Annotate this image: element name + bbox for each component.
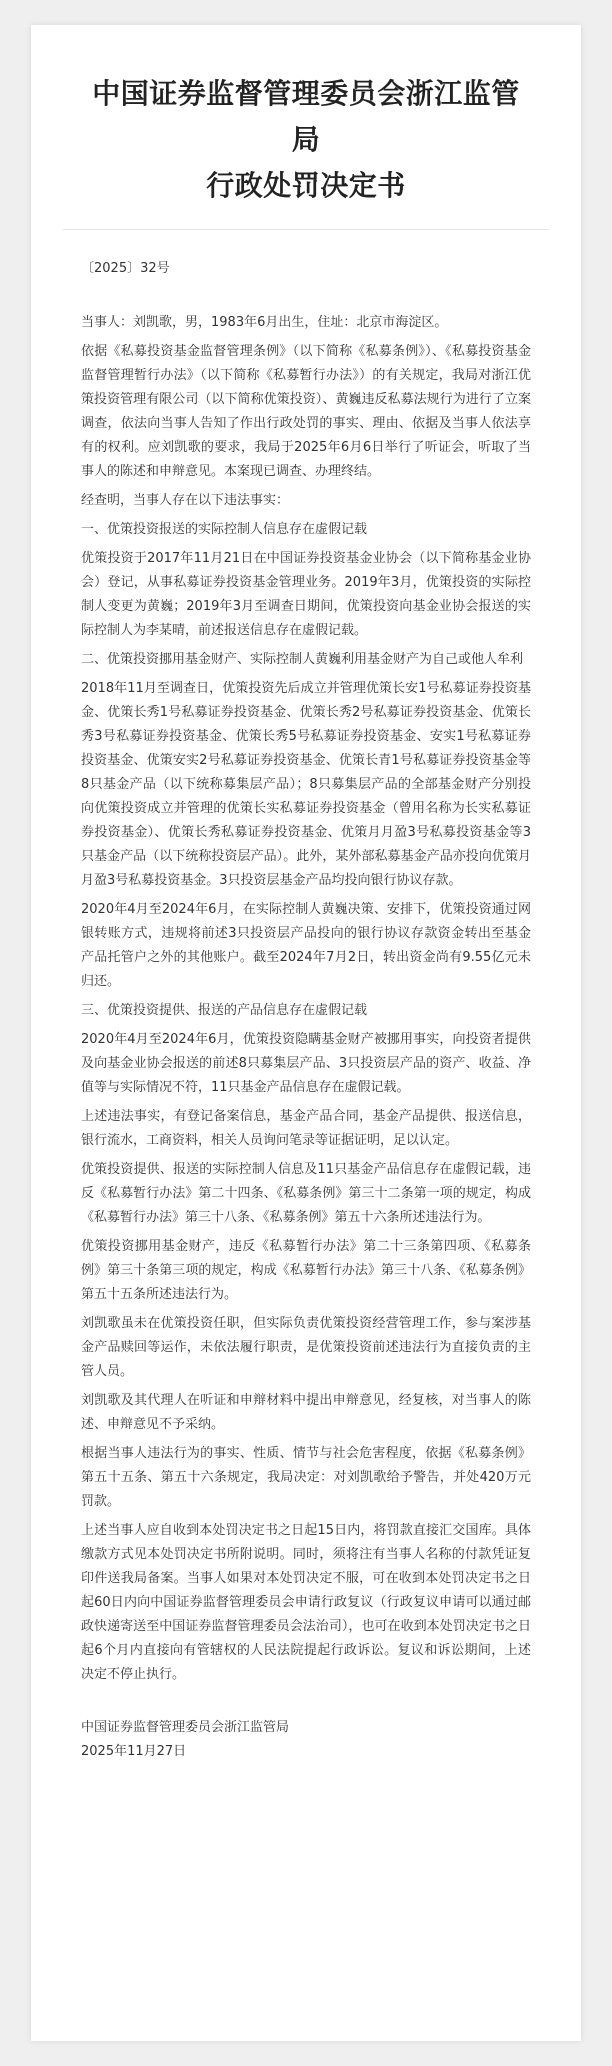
paragraph-fact-1: 优策投资于2017年11月21日在中国证券投资基金业协会（以下简称基金业协会）登记，从事私募证券投资基金管理业务。2019年3月，优策投资的实际控制人变更为黄巍；2019年3月至调查日期间，优策投资向基金业协会报送的实际控制人为李某晴，前述报送信息存在虚假记载。: [81, 551, 531, 638]
section-heading-3: 三、优策投资提供、报送的产品信息存在虚假记载: [81, 1003, 368, 1018]
issuer-name: 中国证券监督管理委员会浙江监管局: [81, 1720, 290, 1735]
section-heading-1: 一、优策投资报送的实际控制人信息存在虚假记载: [81, 522, 368, 537]
paragraph-party: 当事人：刘凯歌，男，1983年6月出生，住址：北京市海淀区。: [81, 315, 448, 330]
paragraph-decision: 根据当事人违法行为的事实、性质、情节与社会危害程度，依据《私募条例》第五十五条、第五十六条规定，我局决定：对刘凯歌给予警告，并处420万元罚款。: [81, 1446, 531, 1509]
paragraph-payment-appeal: 上述当事人应自收到本处罚决定书之日起15日内，将罚款直接汇交国库。具体缴款方式见本处罚决定书所附说明。同时，须将注有当事人名称的付款凭证复印件送我局备案。当事人如果对本处罚决定不服，可在收到本处罚决定书之日起60日内向中国证券监督管理委员会申请行政复议（行政复议申请可以通过邮政快递寄送至中国证券监督管理委员会法治司），也可在收到本处罚决定书之日起6个月内直接向有管辖权的人民法院提起行政诉讼。复议和诉讼期间，上述决定不停止执行。: [81, 1523, 531, 1682]
paragraph-fact-2a: 2018年11月至调查日，优策投资先后成立并管理优策长安1号私募证券投资基金、优策长秀1号私募证券投资基金、优策长秀2号私募证券投资基金、优策长秀3号私募证券投资基金、优策长秀5号私募证券投资基金、安实1号私募证券投资基金、优策安实2号私募证券投资基金、优策长青1号私募证券投资基金等8只基金产品（以下统称募集层产品）；8只募集层产品的全部基金财产分别投向优策投资成立并管理的优策长实私募证券投资基金（曾用名称为长实私募证券投资基金）、优策长秀私募证券投资基金、优策月月盈3号私募投资基金等3只基金产品（以下统称投资层产品）。此外，某外部私募基金产品亦投向优策月月盈3号私募投资基金。3只投资层基金产品均投向银行协议存款。: [81, 681, 531, 888]
paragraph-fact-3: 2020年4月至2024年6月，优策投资隐瞒基金财产被挪用事实，向投资者提供及向基金业协会报送的前述8只募集层产品、3只投资层产品的资产、收益、净值等与实际情况不符，11只基金产品信息存在虚假记载。: [81, 1032, 531, 1095]
document-number: 〔2025〕32号: [81, 261, 170, 276]
paragraph-defense: 刘凯歌及其代理人在听证和申辩材料中提出申辩意见，经复核，对当事人的陈述、申辩意见不予采纳。: [81, 1393, 531, 1432]
paragraph-responsibility: 刘凯歌虽未在优策投资任职，但实际负责优策投资经营管理工作，参与案涉基金产品赎回等运作，未依法履行职责，是优策投资前述违法行为直接负责的主管人员。: [81, 1316, 531, 1379]
issue-date: 2025年11月27日: [81, 1744, 187, 1759]
paragraph-basis: 依据《私募投资基金监督管理条例》（以下简称《私募条例》）、《私募投资基金监督管理暂行办法》（以下简称《私募暂行办法》）的有关规定，我局对浙江优策投资管理有限公司（以下简称优策投资）、黄巍违反私募法规行为进行了立案调查，依法向当事人告知了作出行政处罚的事实、理由、依据及当事人依法享有的权利。应刘凯歌的要求，我局于2025年6月6日举行了听证会，听取了当事人的陈述和申辩意见。本案现已调查、办理终结。: [81, 344, 531, 479]
title-line-2: 行政处罚决定书: [206, 169, 406, 202]
title-line-1: 中国证券监督管理委员会浙江监管局: [92, 77, 520, 156]
paragraph-violation-1: 优策投资提供、报送的实际控制人信息及11只基金产品信息存在虚假记载，违反《私募暂行办法》第二十四条、《私募条例》第三十二条第一项的规定，构成《私募暂行办法》第三十八条、《私募条例》第五十六条所述违法行为。: [81, 1162, 531, 1225]
document-page: [31, 25, 581, 2041]
document-body: [81, 311, 531, 1687]
paragraph-fact-2b: 2020年4月至2024年6月，在实际控制人黄巍决策、安排下，优策投资通过网银转账方式，违规将前述3只投资层产品投向的银行协议存款资金转出至基金产品托管户之外的其他账户。截至2024年7月2日，转出资金尚有9.55亿元未归还。: [81, 902, 531, 989]
paragraph-evidence: 上述违法事实，有登记备案信息，基金产品合同，基金产品提供、报送信息，银行流水，工商资料，相关人员询问笔录等证据证明，足以认定。: [81, 1109, 531, 1148]
document-footer: [81, 1716, 531, 1764]
title-divider: [63, 229, 549, 230]
section-heading-2: 二、优策投资挪用基金财产、实际控制人黄巍利用基金财产为自己或他人牟利: [81, 652, 524, 667]
paragraph-violation-2: 优策投资挪用基金财产，违反《私募暂行办法》第二十三条第四项、《私募条例》第三十条第三项的规定，构成《私募暂行办法》第三十八条、《私募条例》第五十五条所述违法行为。: [81, 1239, 531, 1302]
paragraph-findings-intro: 经查明，当事人存在以下违法事实：: [81, 493, 290, 508]
document-title: [81, 71, 531, 209]
